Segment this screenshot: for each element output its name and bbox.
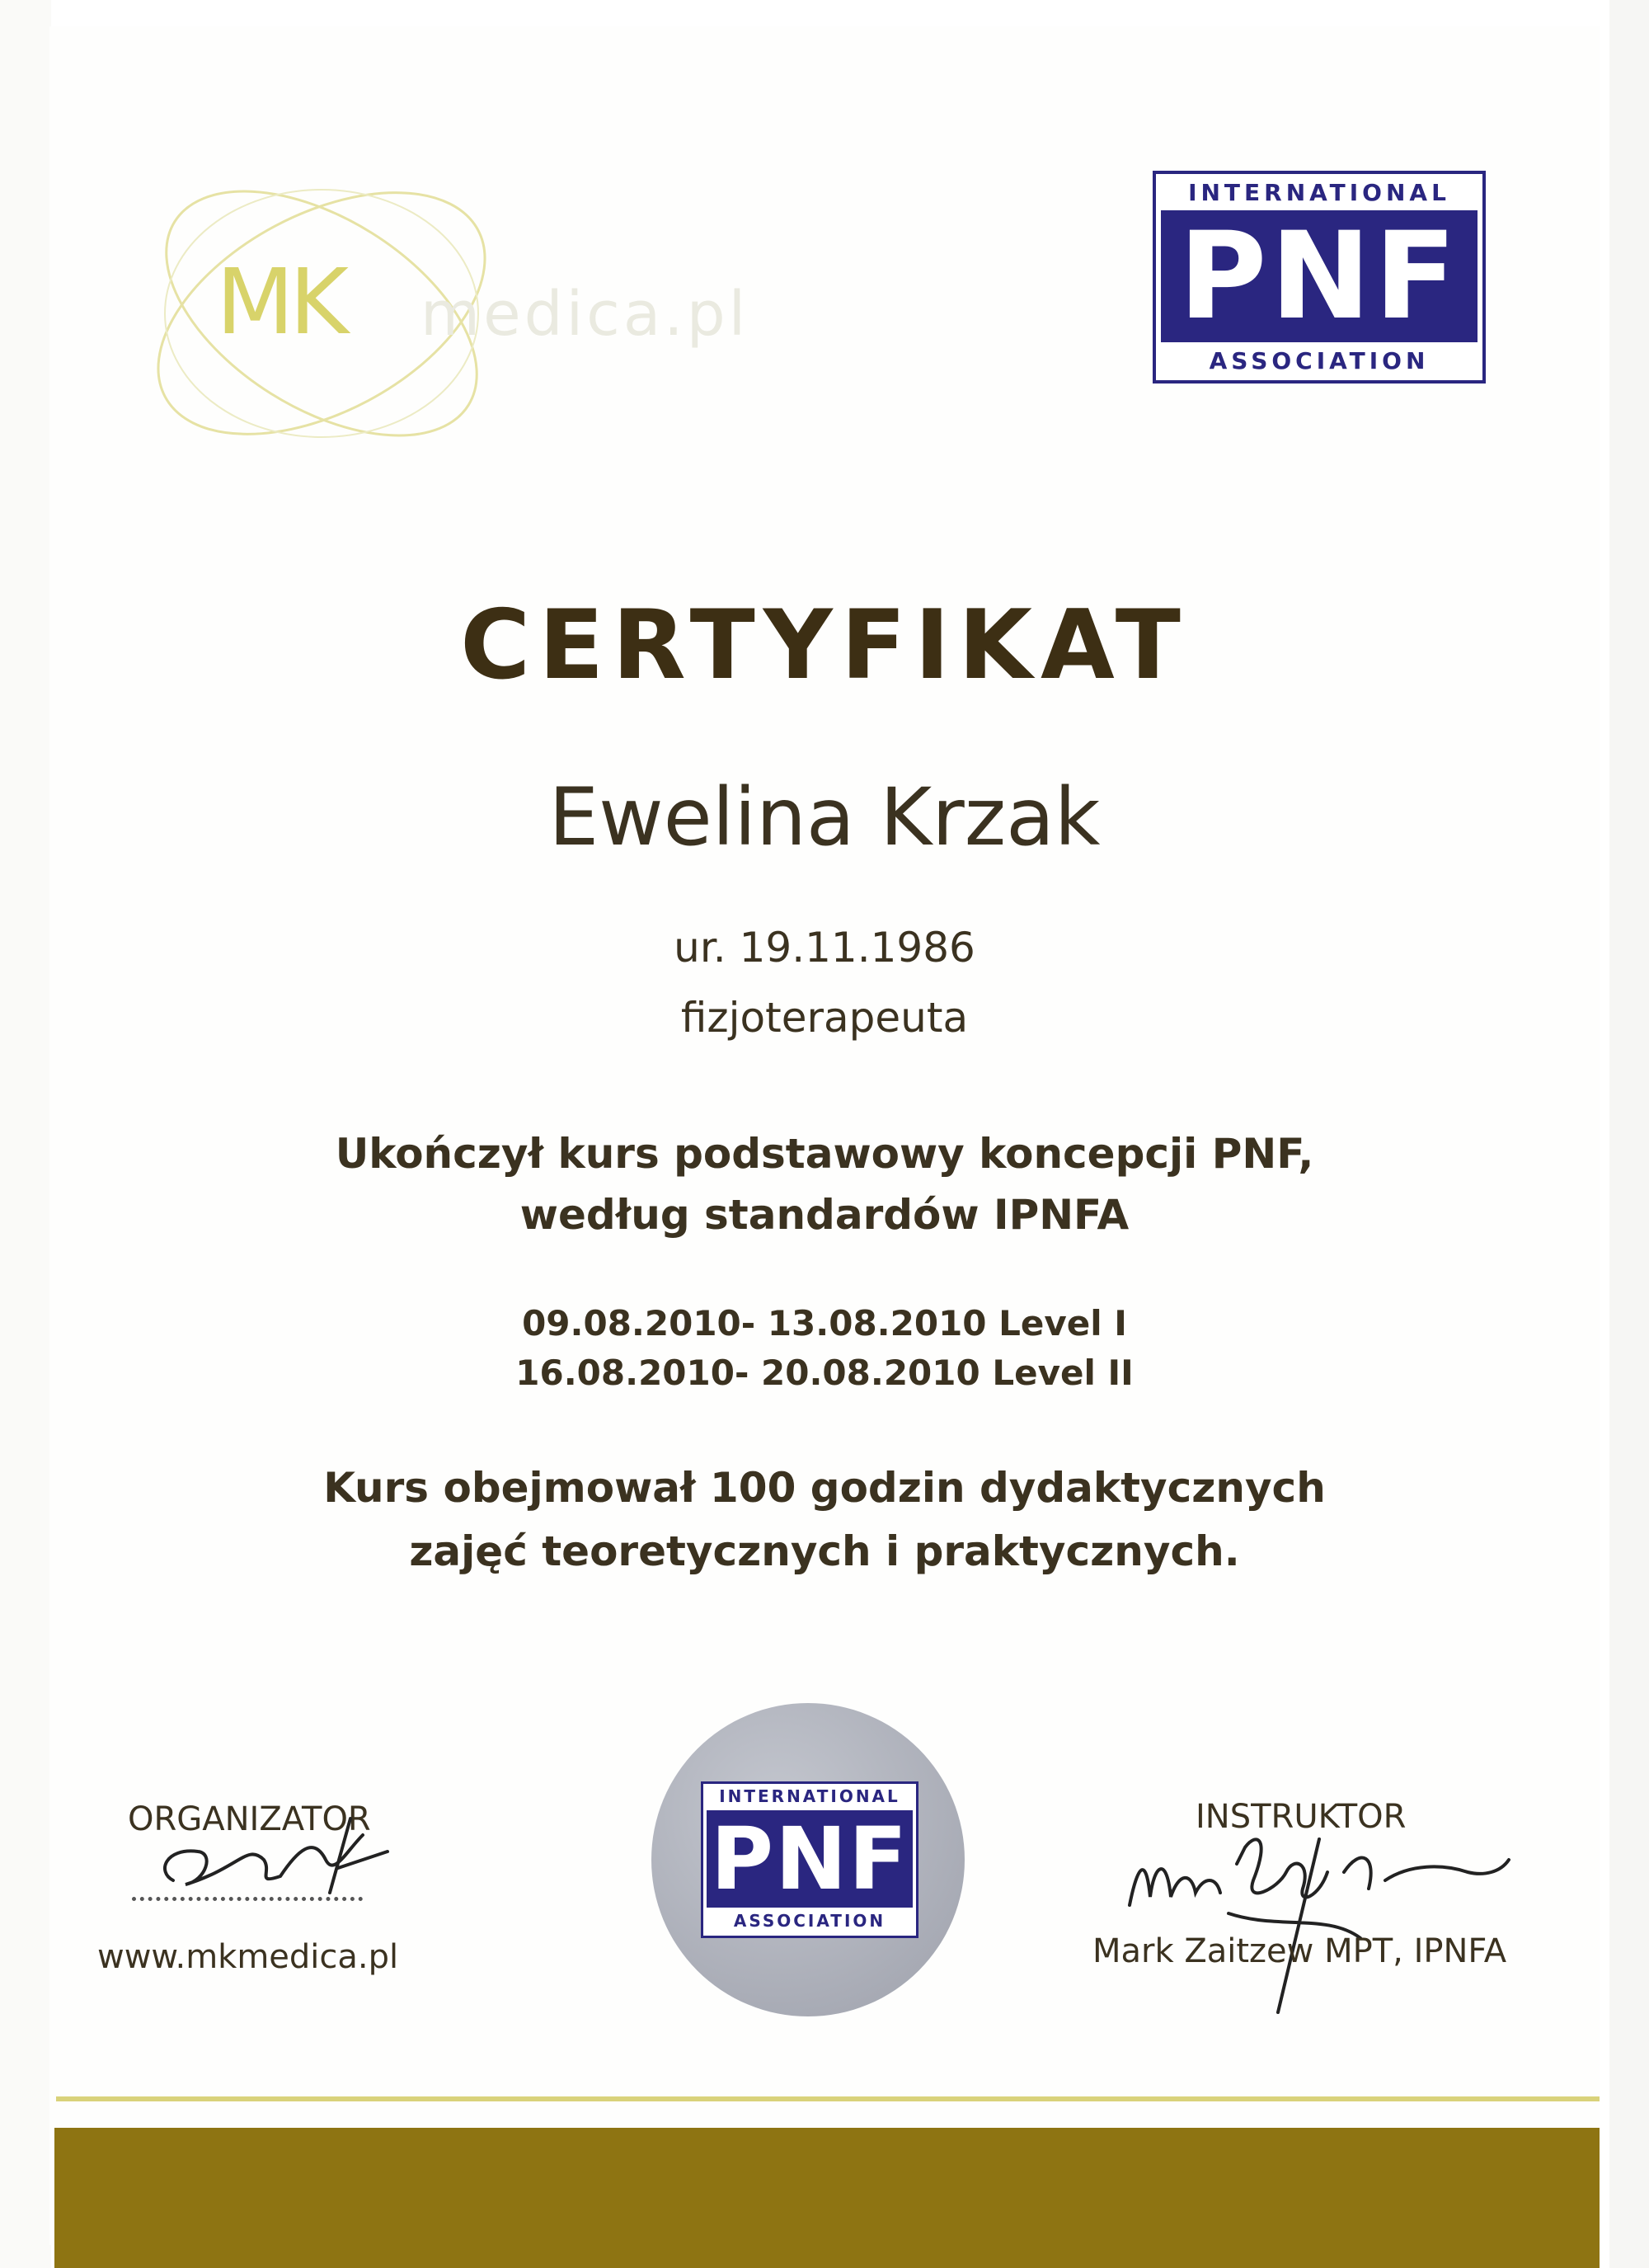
instructor-signature-icon <box>1113 1814 1517 2021</box>
course-date-level-1: 09.08.2010- 13.08.2010 Level I <box>522 1303 1127 1343</box>
profession: fizjoterapeuta <box>680 994 969 1042</box>
pnf-stamp-bottom-text: ASSOCIATION <box>733 1911 886 1931</box>
organizer-signature-icon <box>140 1802 404 1909</box>
course-date-level-2: 16.08.2010- 20.08.2010 Level II <box>515 1353 1134 1393</box>
decorative-line <box>56 2096 1600 2101</box>
instructor-name: Mark Zaitzew MPT, IPNFA <box>1092 1932 1507 1970</box>
organizer-signature-line <box>132 1897 363 1901</box>
pnf-logo-main-text: PNF <box>1161 210 1478 342</box>
pnf-logo-bottom-text: ASSOCIATION <box>1209 347 1430 374</box>
pnf-stamp <box>651 1703 965 2016</box>
recipient-name: Ewelina Krzak <box>548 771 1101 863</box>
course-line-1: Ukończył kurs podstawowy koncepcji PNF, <box>335 1130 1314 1178</box>
certificate-title: CERTYFIKAT <box>460 590 1189 701</box>
instructor-label: INSTRUKTOR <box>1196 1798 1407 1836</box>
pnf-stamp-main-text: PNF <box>707 1810 913 1908</box>
hours-line-2: zajęć teoretycznych i praktycznych. <box>409 1527 1240 1575</box>
course-line-2: według standardów IPNFA <box>519 1191 1130 1239</box>
organizer-label: ORGANIZATOR <box>128 1800 371 1838</box>
pnf-stamp-top-text: INTERNATIONAL <box>719 1786 900 1806</box>
hours-line-1: Kurs obejmował 100 godzin dydaktycznych <box>323 1464 1326 1512</box>
birth-date: ur. 19.11.1986 <box>674 924 975 972</box>
pnf-logo <box>1153 171 1486 383</box>
organizer-url: www.mkmedica.pl <box>97 1938 399 1976</box>
pnf-logo-top-text: INTERNATIONAL <box>1188 179 1450 206</box>
mk-logo-text: MK <box>216 249 345 355</box>
decorative-band <box>54 2128 1600 2268</box>
pnf-stamp-logo <box>701 1781 918 1938</box>
mk-logo-domain: medica.pl <box>420 279 749 350</box>
